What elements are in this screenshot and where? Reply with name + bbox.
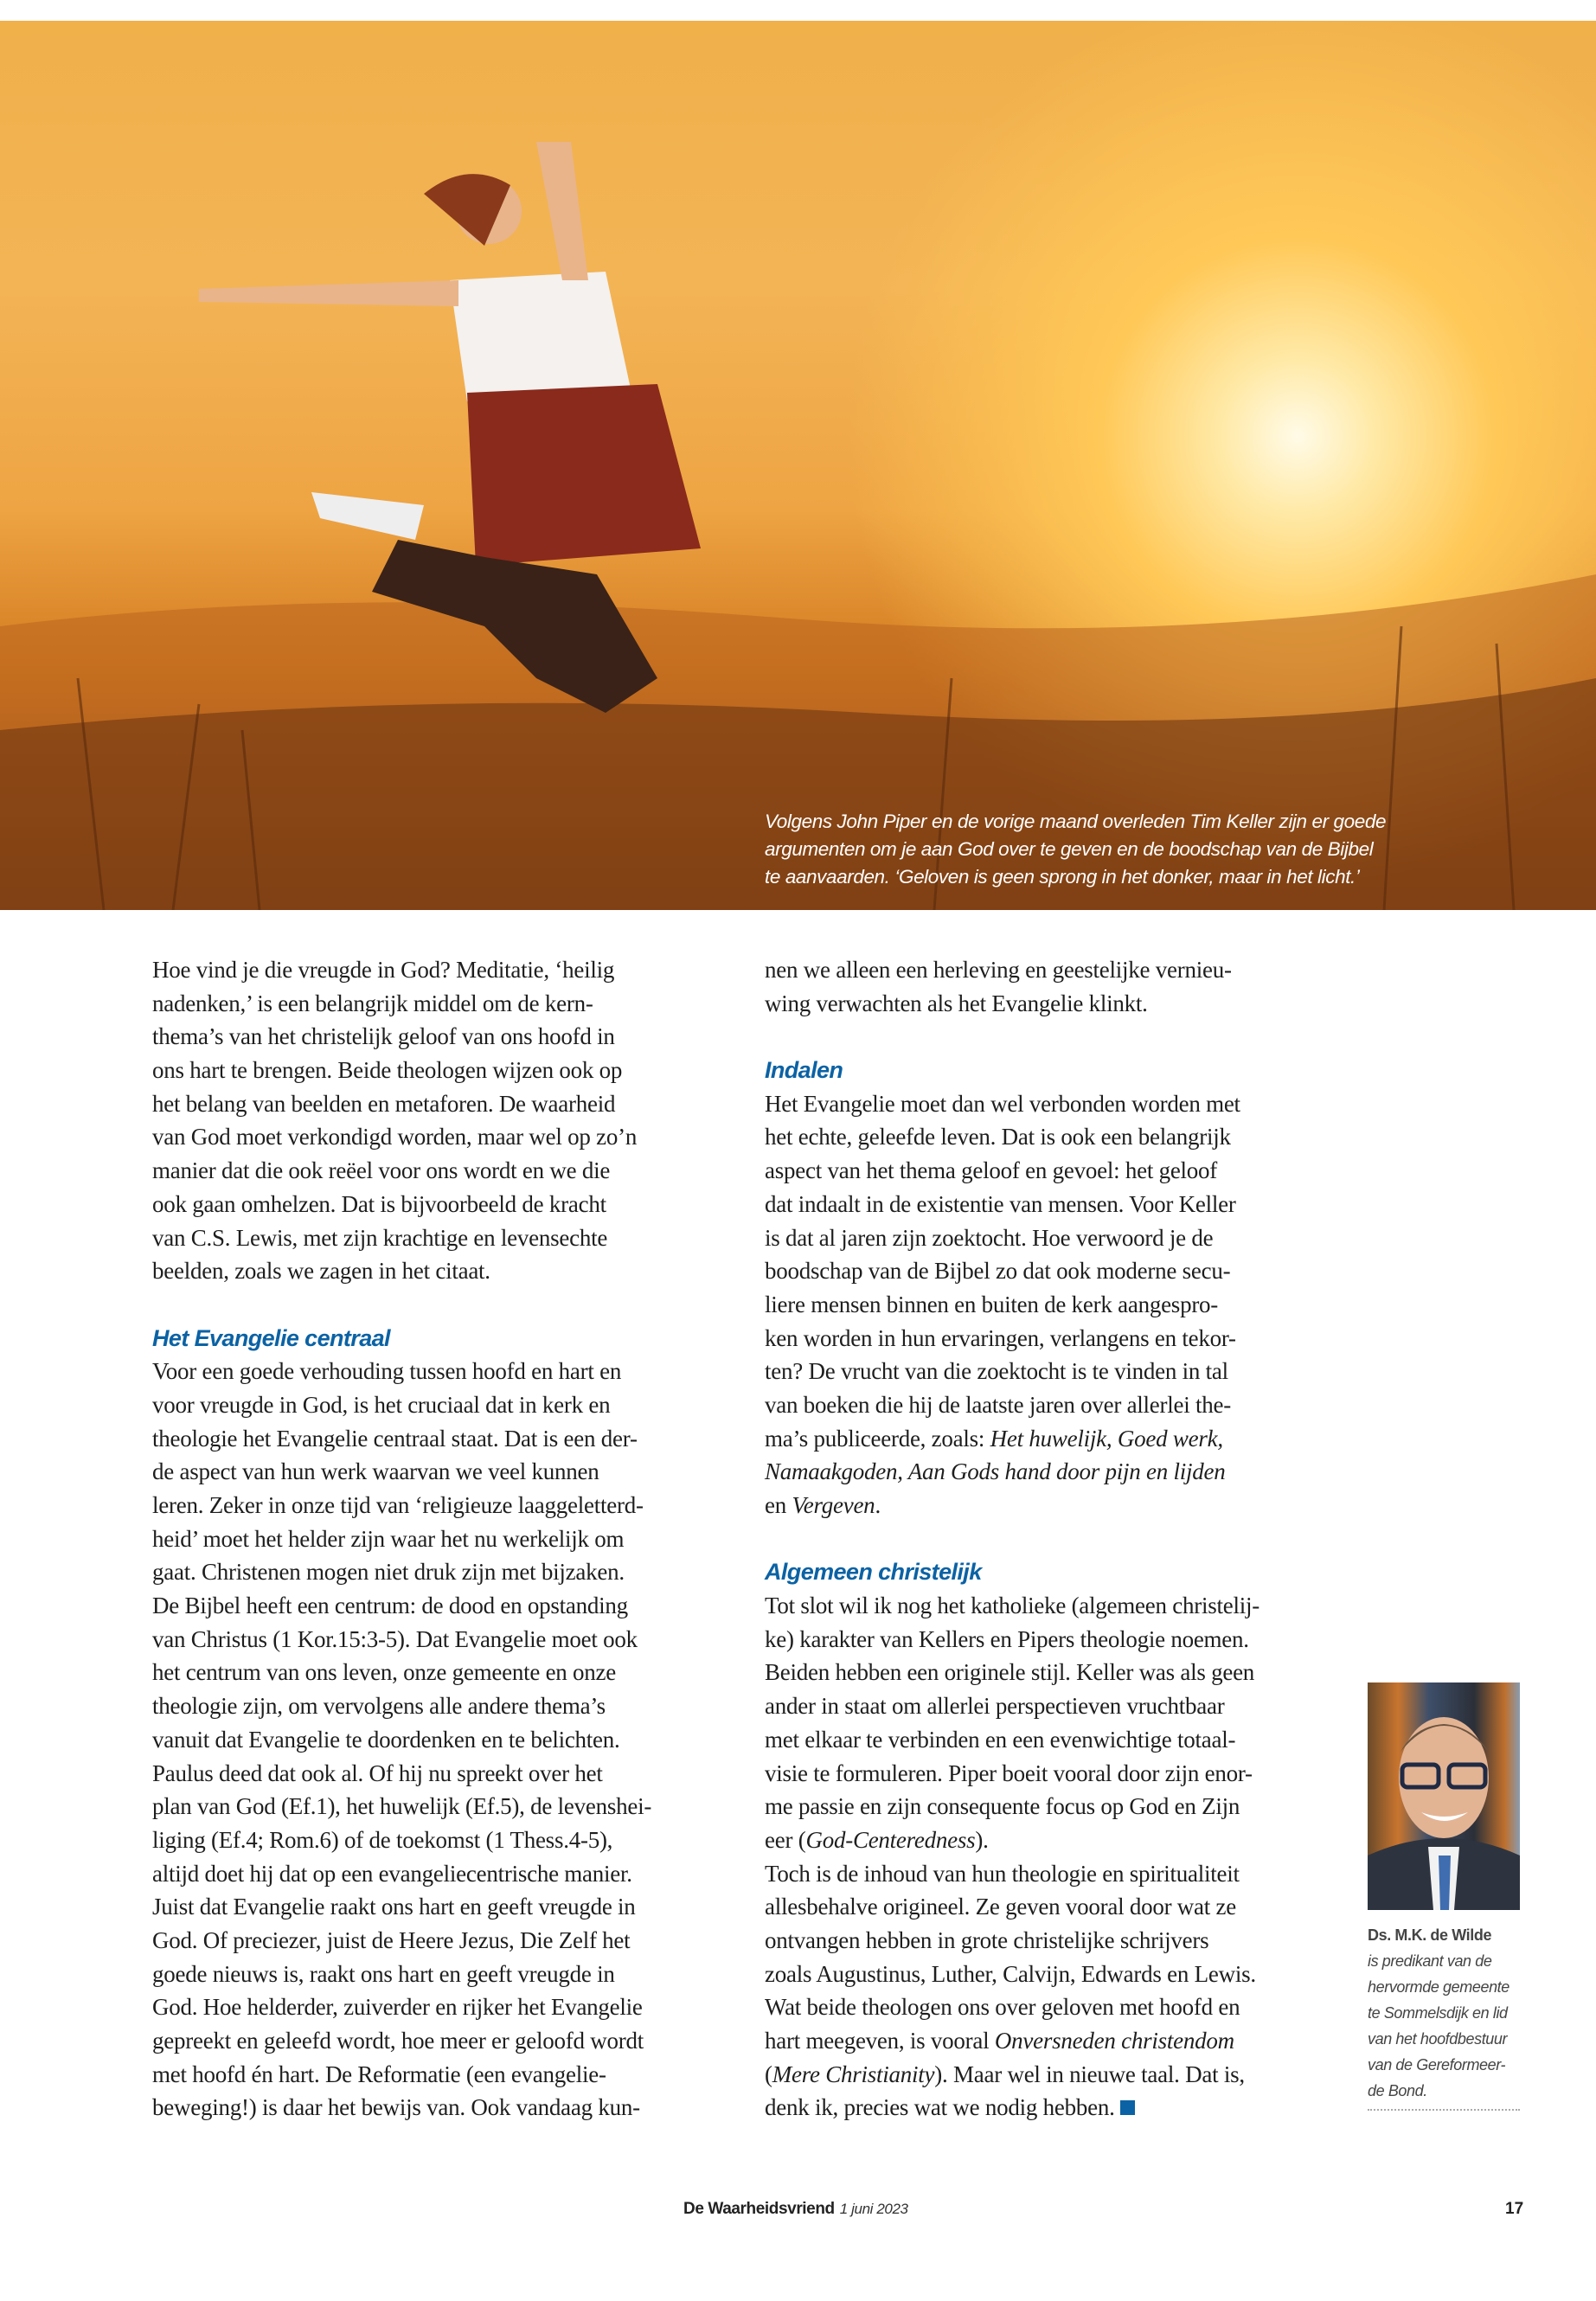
text-segment: ). Maar wel in nieuwe taal. Dat is, — [934, 2061, 1245, 2087]
text-line: het centrum van ons leven, onze gemeente en onze — [152, 1659, 617, 1686]
article-column-left — [152, 953, 723, 2125]
text-line: gaat. Christenen mogen niet druk zijn met bijzaken. — [152, 1559, 625, 1586]
hero-photo — [0, 21, 1596, 910]
author-bio-line: van het hoofdbestuur — [1368, 2030, 1508, 2048]
text-line: het echte, geleefde leven. Dat is ook een belangrijk — [765, 1124, 1231, 1150]
section-heading: Het Evangelie centraal — [152, 1324, 390, 1351]
divider — [1368, 2109, 1520, 2111]
text-line: de aspect van hun werk waarvan we veel kunnen — [152, 1458, 599, 1485]
text-line: zoals Augustinus, Luther, Calvijn, Edwards en Lewis. — [765, 1960, 1256, 1987]
text-line: van C.S. Lewis, met zijn krachtige en levensechte — [152, 1224, 608, 1251]
text-line: ten? De vrucht van die zoektocht is te vinden in tal — [765, 1358, 1228, 1385]
text-segment: . — [875, 1492, 881, 1518]
text-line: altijd doet hij dat op een evangeliecentrische manier. — [152, 1860, 632, 1887]
text-line: aspect van het thema geloof en gevoel: het geloof — [765, 1157, 1218, 1184]
text-line: gepreekt en geleefd wordt, hoe meer er geloofd wordt — [152, 2028, 644, 2054]
text-line: Toch is de inhoud van hun theologie en spiritualiteit — [765, 1860, 1240, 1887]
text-line: theologie het Evangelie centraal staat. Dat is een der- — [152, 1425, 638, 1452]
issue-date: 1 juni 2023 — [839, 2201, 908, 2217]
text-line: liging (Ef.4; Rom.6) of de toekomst (1 Thess.4-5), — [152, 1826, 613, 1853]
blank-line — [152, 1288, 723, 1322]
blank-line — [765, 1020, 1336, 1054]
text-line: liere mensen binnen en buiten de kerk aangespro- — [765, 1291, 1219, 1317]
blank-line — [765, 1522, 1336, 1556]
text-segment: eer ( — [765, 1826, 806, 1853]
text-line — [765, 1422, 1336, 1456]
text-line — [765, 1455, 1336, 1489]
author-bio-line: de Bond. — [1368, 2082, 1427, 2099]
text-line: van God moet verkondigd worden, maar wel op zo’n — [152, 1124, 638, 1150]
italic-title: God-Centeredness — [805, 1826, 976, 1853]
text-line: God. Of preciezer, juist de Heere Jezus, Die Zelf het — [152, 1926, 631, 1953]
italic-title: Namaakgoden, Aan Gods hand door pijn en lijden — [765, 1458, 1226, 1485]
text-line: nen we alleen een herleving en geestelijke vernieu- — [765, 957, 1232, 983]
text-line: vanuit dat Evangelie te doordenken en te belichten. — [152, 1726, 620, 1753]
text-line: Juist dat Evangelie raakt ons hart en geeft vreugde in — [152, 1894, 636, 1920]
text-line: van boeken die hij de laatste jaren over allerlei the- — [765, 1391, 1231, 1418]
article-column-right — [765, 953, 1336, 2125]
text-line: Tot slot wil ik nog het katholieke (algemeen christelij- — [765, 1593, 1259, 1619]
author-bio-line: hervormde gemeente — [1368, 1978, 1509, 1996]
caption-line: te aanvaarden. ‘Geloven is geen sprong in het donker, maar in het licht.’ — [765, 866, 1360, 888]
text-line: goede nieuws is, raakt ons hart en geeft vreugde in — [152, 1960, 615, 1987]
author-photo — [1368, 1682, 1520, 1910]
text-line: wing verwachten als het Evangelie klinkt. — [765, 990, 1148, 1016]
text-line: ander in staat om allerlei perspectieven vruchtbaar — [765, 1693, 1225, 1720]
caption-line: argumenten om je aan God over te geven en de boodschap van de Bijbel — [765, 838, 1374, 860]
text-line — [765, 2091, 1336, 2125]
author-bio-line: is predikant van de — [1368, 1952, 1492, 1970]
author-bio-line: te Sommelsdijk en lid — [1368, 2004, 1508, 2022]
text-line — [765, 2024, 1336, 2058]
text-segment: en — [765, 1492, 792, 1518]
italic-title: Het huwelijk, Goed werk, — [990, 1425, 1223, 1452]
text-line: is dat al jaren zijn zoektocht. Hoe verwoord je de — [765, 1224, 1214, 1251]
italic-title: Mere Christianity — [772, 2061, 935, 2087]
text-line: ke) karakter van Kellers en Pipers theologie noemen. — [765, 1625, 1249, 1652]
text-line: heid’ moet het helder zijn waar het nu werkelijk om — [152, 1525, 625, 1552]
author-box — [1368, 1922, 1523, 2111]
text-line: Wat beide theologen ons over geloven met hoofd en — [765, 1994, 1240, 2021]
publication-name: De Waarheidsvriend — [683, 2200, 835, 2218]
text-line: nadenken,’ is een belangrijk middel om de kern- — [152, 990, 593, 1016]
text-line: dat indaalt in de existentie van mensen. Voor Keller — [765, 1190, 1236, 1217]
author-bio — [1368, 1948, 1523, 2104]
text-line: Hoe vind je die vreugde in God? Meditatie, ‘heilig — [152, 957, 615, 983]
italic-title: Onversneden christendom — [994, 2028, 1234, 2054]
text-line: beelden, zoals we zagen in het citaat. — [152, 1258, 490, 1285]
text-line: voor vreugde in God, is het cruciaal dat in kerk en — [152, 1391, 611, 1418]
text-line: leren. Zeker in onze tijd van ‘religieuze laaggeletterd- — [152, 1492, 644, 1518]
end-mark-icon — [1120, 2100, 1135, 2115]
text-line: ons hart te brengen. Beide theologen wijzen ook op — [152, 1057, 623, 1084]
italic-title: Vergeven — [792, 1492, 875, 1518]
text-segment: ( — [765, 2061, 772, 2087]
text-line: God. Hoe helderder, zuiverder en rijker het Evangelie — [152, 1994, 643, 2021]
text-line: van Christus (1 Kor.15:3-5). Dat Evangelie moet ook — [152, 1625, 638, 1652]
section-heading: Indalen — [765, 1057, 843, 1084]
text-line: allesbehalve origineel. Ze geven vooral door wat ze — [765, 1894, 1237, 1920]
text-segment: denk ik, precies wat we nodig hebben. — [765, 2094, 1115, 2121]
text-line: Paulus deed dat ook al. Of hij nu spreekt over het — [152, 1759, 603, 1786]
text-line: beweging!) is daar het bewijs van. Ook vandaag kun- — [152, 2094, 640, 2121]
jumping-woman-illustration — [0, 21, 1596, 910]
text-line: ken worden in hun ervaringen, verlangens en tekor- — [765, 1324, 1236, 1351]
text-segment: ma’s publiceerde, zoals: — [765, 1425, 990, 1452]
text-line: me passie en zijn consequente focus op God en Zijn — [765, 1793, 1240, 1820]
text-line: ontvangen hebben in grote christelijke schrijvers — [765, 1926, 1209, 1953]
text-line: Beiden hebben een originele stijl. Keller was als geen — [765, 1659, 1255, 1686]
text-line: Voor een goede verhouding tussen hoofd en hart en — [152, 1358, 622, 1385]
caption-line: Volgens John Piper en de vorige maand overleden Tim Keller zijn er goede — [765, 811, 1387, 832]
photo-caption — [765, 808, 1422, 891]
author-bio-line: van de Gereformeer- — [1368, 2056, 1506, 2073]
section-heading: Algemeen christelijk — [765, 1559, 982, 1586]
page-footer — [683, 2200, 908, 2219]
text-line: Het Evangelie moet dan wel verbonden worden met — [765, 1090, 1240, 1117]
text-segment: hart meegeven, is vooral — [765, 2028, 995, 2054]
text-line: thema’s van het christelijk geloof van ons hoofd in — [152, 1023, 615, 1050]
text-line — [765, 1823, 1336, 1857]
text-line: theologie zijn, om vervolgens alle andere thema’s — [152, 1693, 606, 1720]
text-line: manier dat die ook reëel voor ons wordt en we die — [152, 1157, 611, 1184]
page-number: 17 — [1505, 2200, 1524, 2218]
text-line: De Bijbel heeft een centrum: de dood en opstanding — [152, 1593, 628, 1619]
text-line: het belang van beelden en metaforen. De waarheid — [152, 1090, 616, 1117]
text-line: met elkaar te verbinden en een evenwichtige totaal- — [765, 1726, 1236, 1753]
text-line: visie te formuleren. Piper boeit vooral door zijn enor- — [765, 1759, 1253, 1786]
text-line — [765, 1489, 1336, 1522]
text-line — [765, 2058, 1336, 2092]
text-segment: ). — [975, 1826, 989, 1853]
text-line: boodschap van de Bijbel zo dat ook moderne secu- — [765, 1258, 1231, 1285]
text-line: ook gaan omhelzen. Dat is bijvoorbeeld de kracht — [152, 1190, 606, 1217]
text-line: met hoofd én hart. De Reformatie (een evangelie- — [152, 2061, 606, 2087]
author-name: Ds. M.K. de Wilde — [1368, 1926, 1492, 1944]
text-line: plan van God (Ef.1), het huwelijk (Ef.5), de levenshei- — [152, 1793, 652, 1820]
